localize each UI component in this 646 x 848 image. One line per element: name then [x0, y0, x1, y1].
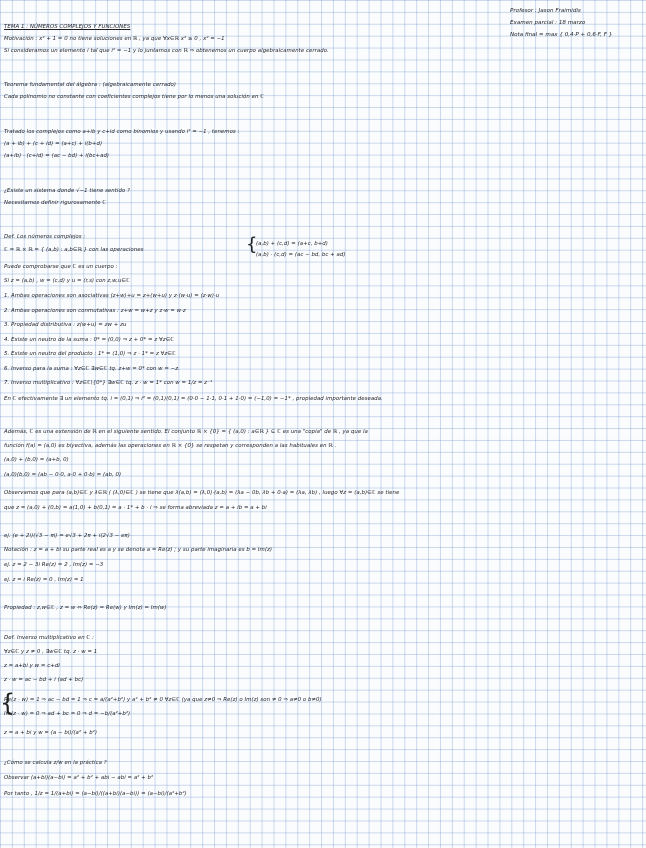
- note-line: Cada polinomio no constante con coeficientes complejos tiene por lo menos una solución en ℂ: [4, 94, 265, 100]
- note-line: ¿Existe un sistema donde √−1 tiene sentido ?: [4, 188, 130, 194]
- note-line: Por tanto , 1/z = 1/(a+bi) = (a−bi)/((a+bi)(a−bi)) = (a−bi)/(a²+b²): [4, 791, 187, 797]
- final-grade-formula: Nota final = max { 0,4·P + 0,6·F, F }: [510, 32, 613, 38]
- sum-operation: (a,b) + (c,d) = (a+c, b+d): [256, 241, 328, 247]
- note-line: (a,0)(b,0) = (ab − 0·0, a·0 + 0·b) = (ab, 0): [4, 472, 122, 478]
- note-line: z · w = ac − bd + i (ad + bc): [4, 677, 84, 683]
- operations-brace: {: [246, 234, 258, 255]
- note-line: (a+ib) · (c+id) = (ac − bd) + i(bc+ad): [4, 153, 110, 159]
- note-line: Además, ℂ es una extensión de ℝ en el siguiente sentido. El conjunto ℝ × {0} = { (a,0) : a∈ℝ } ⊆ ℂ es una "copia" de ℝ , ya que la: [4, 429, 368, 435]
- product-operation: (a,b) · (c,d) = (ac − bd, bc + ad): [256, 252, 346, 258]
- note-line: 7. Inverso multiplicativo : ∀z∈ℂ\{0*} ∃w∈ℂ tq. z · w = 1* con w = 1/z = z⁻¹: [4, 380, 213, 386]
- note-line: 5. Existe un neutro del producto : 1* = (1,0) ⇒ z · 1* = z ∀z∈ℂ: [4, 351, 176, 357]
- note-line: ¿Cómo se calcula z/w en la práctica ?: [4, 760, 107, 766]
- note-line: Tratado los complejos como a+ib y c+id como binomios y usando i² = −1 , tenemos :: [4, 129, 240, 135]
- note-line: Def. Inverso multiplicativo en ℂ :: [4, 635, 94, 641]
- note-line: Re(z · w) = 1 ⇒ ac − bd = 1 ⇒ c = a/(a²+b²) y a² + b² ≠ 0 ∀z∈ℂ (ya que z≠0 ⇒ Re(z) o Im(z) son ≠ 0 ⇒ a≠0 o b≠0): [4, 697, 322, 703]
- note-line: 4. Existe un neutro de la suma : 0* = (0,0) ⇒ z + 0* = z ∀z∈ℂ: [4, 337, 175, 343]
- note-line: Necesitamos definir rigurosamente ℂ: [4, 200, 107, 206]
- note-line: ∀z∈ℂ y z ≠ 0 , ∃w∈ℂ tq. z · w = 1: [4, 649, 98, 655]
- note-line: ej. z = i Re(z) = 0 , Im(z) = 1: [4, 577, 84, 583]
- note-line: (a + ib) + (c + id) = (a+c) + i(b+d): [4, 141, 103, 147]
- note-line: función f(a) = (a,0) es biyectiva, además las operaciones en ℝ × {0} se respetan y corresponden a las habituales en ℝ .: [4, 443, 337, 449]
- professor-label: Profesor : Jason Fraimidis: [510, 8, 581, 14]
- note-line: Observamos que para (a,b)∈ℂ y λ∈ℝ ( (λ,0)∈ℂ ) se tiene que λ(a,b) = (λ,0)·(a,b) = (λa − 0b, λb + 0·a) = (λa, λb) , luego ∀z = (a,b)∈ℂ se tiene: [4, 490, 400, 496]
- system-brace-left: {: [0, 689, 16, 717]
- note-line: ℂ = ℝ × ℝ = { (a,b) : a,b∈ℝ } con las operaciones: [4, 247, 144, 253]
- note-line: Def. Los números complejos :: [4, 234, 86, 240]
- note-line: Motivación : x² + 1 = 0 no tiene soluciones en ℝ , ya que ∀x∈ℝ x² ≥ 0 , x² = −1: [4, 36, 225, 42]
- note-line: z = a + bi y w = (a − bi)/(a² + b²): [4, 730, 98, 736]
- note-line: Observar (a+bi)(a−bi) = a² + b² + abi − abi = a² + b²: [4, 775, 154, 781]
- exam-date-label: Examen parcial : 18 marzo: [510, 20, 586, 26]
- note-line: Im(z · w) = 0 ⇒ ad + bc = 0 ⇒ d = −b/(a²+b²): [4, 711, 131, 717]
- note-line: que z = (a,0) + (0,b) = a(1,0) + b(0,1) = a · 1* + b · i ⇒ se forma abreviada z = a + ib = a + bi: [4, 505, 267, 511]
- note-line: Si z = (a,b) , w = (c,d) y u = (r,s) con z,w,u∈ℂ: [4, 278, 130, 284]
- note-line: Teorema fundamental del álgebra : (algebraicamente cerrado): [4, 82, 177, 88]
- page-title: TEMA 1 : NÚMEROS COMPLEJOS Y FUNCIONES: [4, 24, 131, 30]
- note-line: ej. (e + 2i)(√3 − πi) = e√3 + 2π + i(2√3 − eπ): [4, 533, 130, 539]
- note-line: Puede comprobarse que ℂ es un cuerpo :: [4, 264, 118, 270]
- note-line: ej. z = 2 − 3i Re(z) = 2 , Im(z) = −3: [4, 562, 104, 568]
- note-line: 3. Propiedad distributiva : z(w+u) = zw + zu: [4, 322, 127, 328]
- note-line: Propiedad : z,w∈ℂ , z = w ⇔ Re(z) = Re(w) y Im(z) = Im(w): [4, 605, 167, 611]
- note-line: 1. Ambas operaciones son asociativas (z+w)+u = z+(w+u) y z·(w·u) = (z·w)·u: [4, 293, 220, 299]
- note-line: (a,0) + (b,0) = (a+b, 0): [4, 457, 69, 463]
- note-line: Si consideramos un elemento i tal que i² = −1 y lo juntamos con ℝ ⇒ obtenemos un cuerpo algebraicamente cerrado.: [4, 48, 329, 54]
- note-line: En ℂ efectivamente ∃ un elemento tq. i = (0,1) ⇒ i² = (0,1)(0,1) = (0·0 − 1·1, 0·1 + 1·0) = (−1,0) = −1* , propiedad importante deseada.: [4, 396, 383, 402]
- note-line: 6. Inverso para la suma : ∀z∈ℂ ∃w∈ℂ tq. z+w = 0* con w = −z.: [4, 366, 180, 372]
- note-line: Notación : z = a + bi su parte real es a y se denota a = Re(z) ; y su parte imaginaria es b = Im(z): [4, 547, 273, 553]
- note-line: 2. Ambas operaciones son conmutativas : z+w = w+z y z·w = w·z: [4, 308, 186, 314]
- note-line: z = a+bi y w = c+di: [4, 663, 60, 669]
